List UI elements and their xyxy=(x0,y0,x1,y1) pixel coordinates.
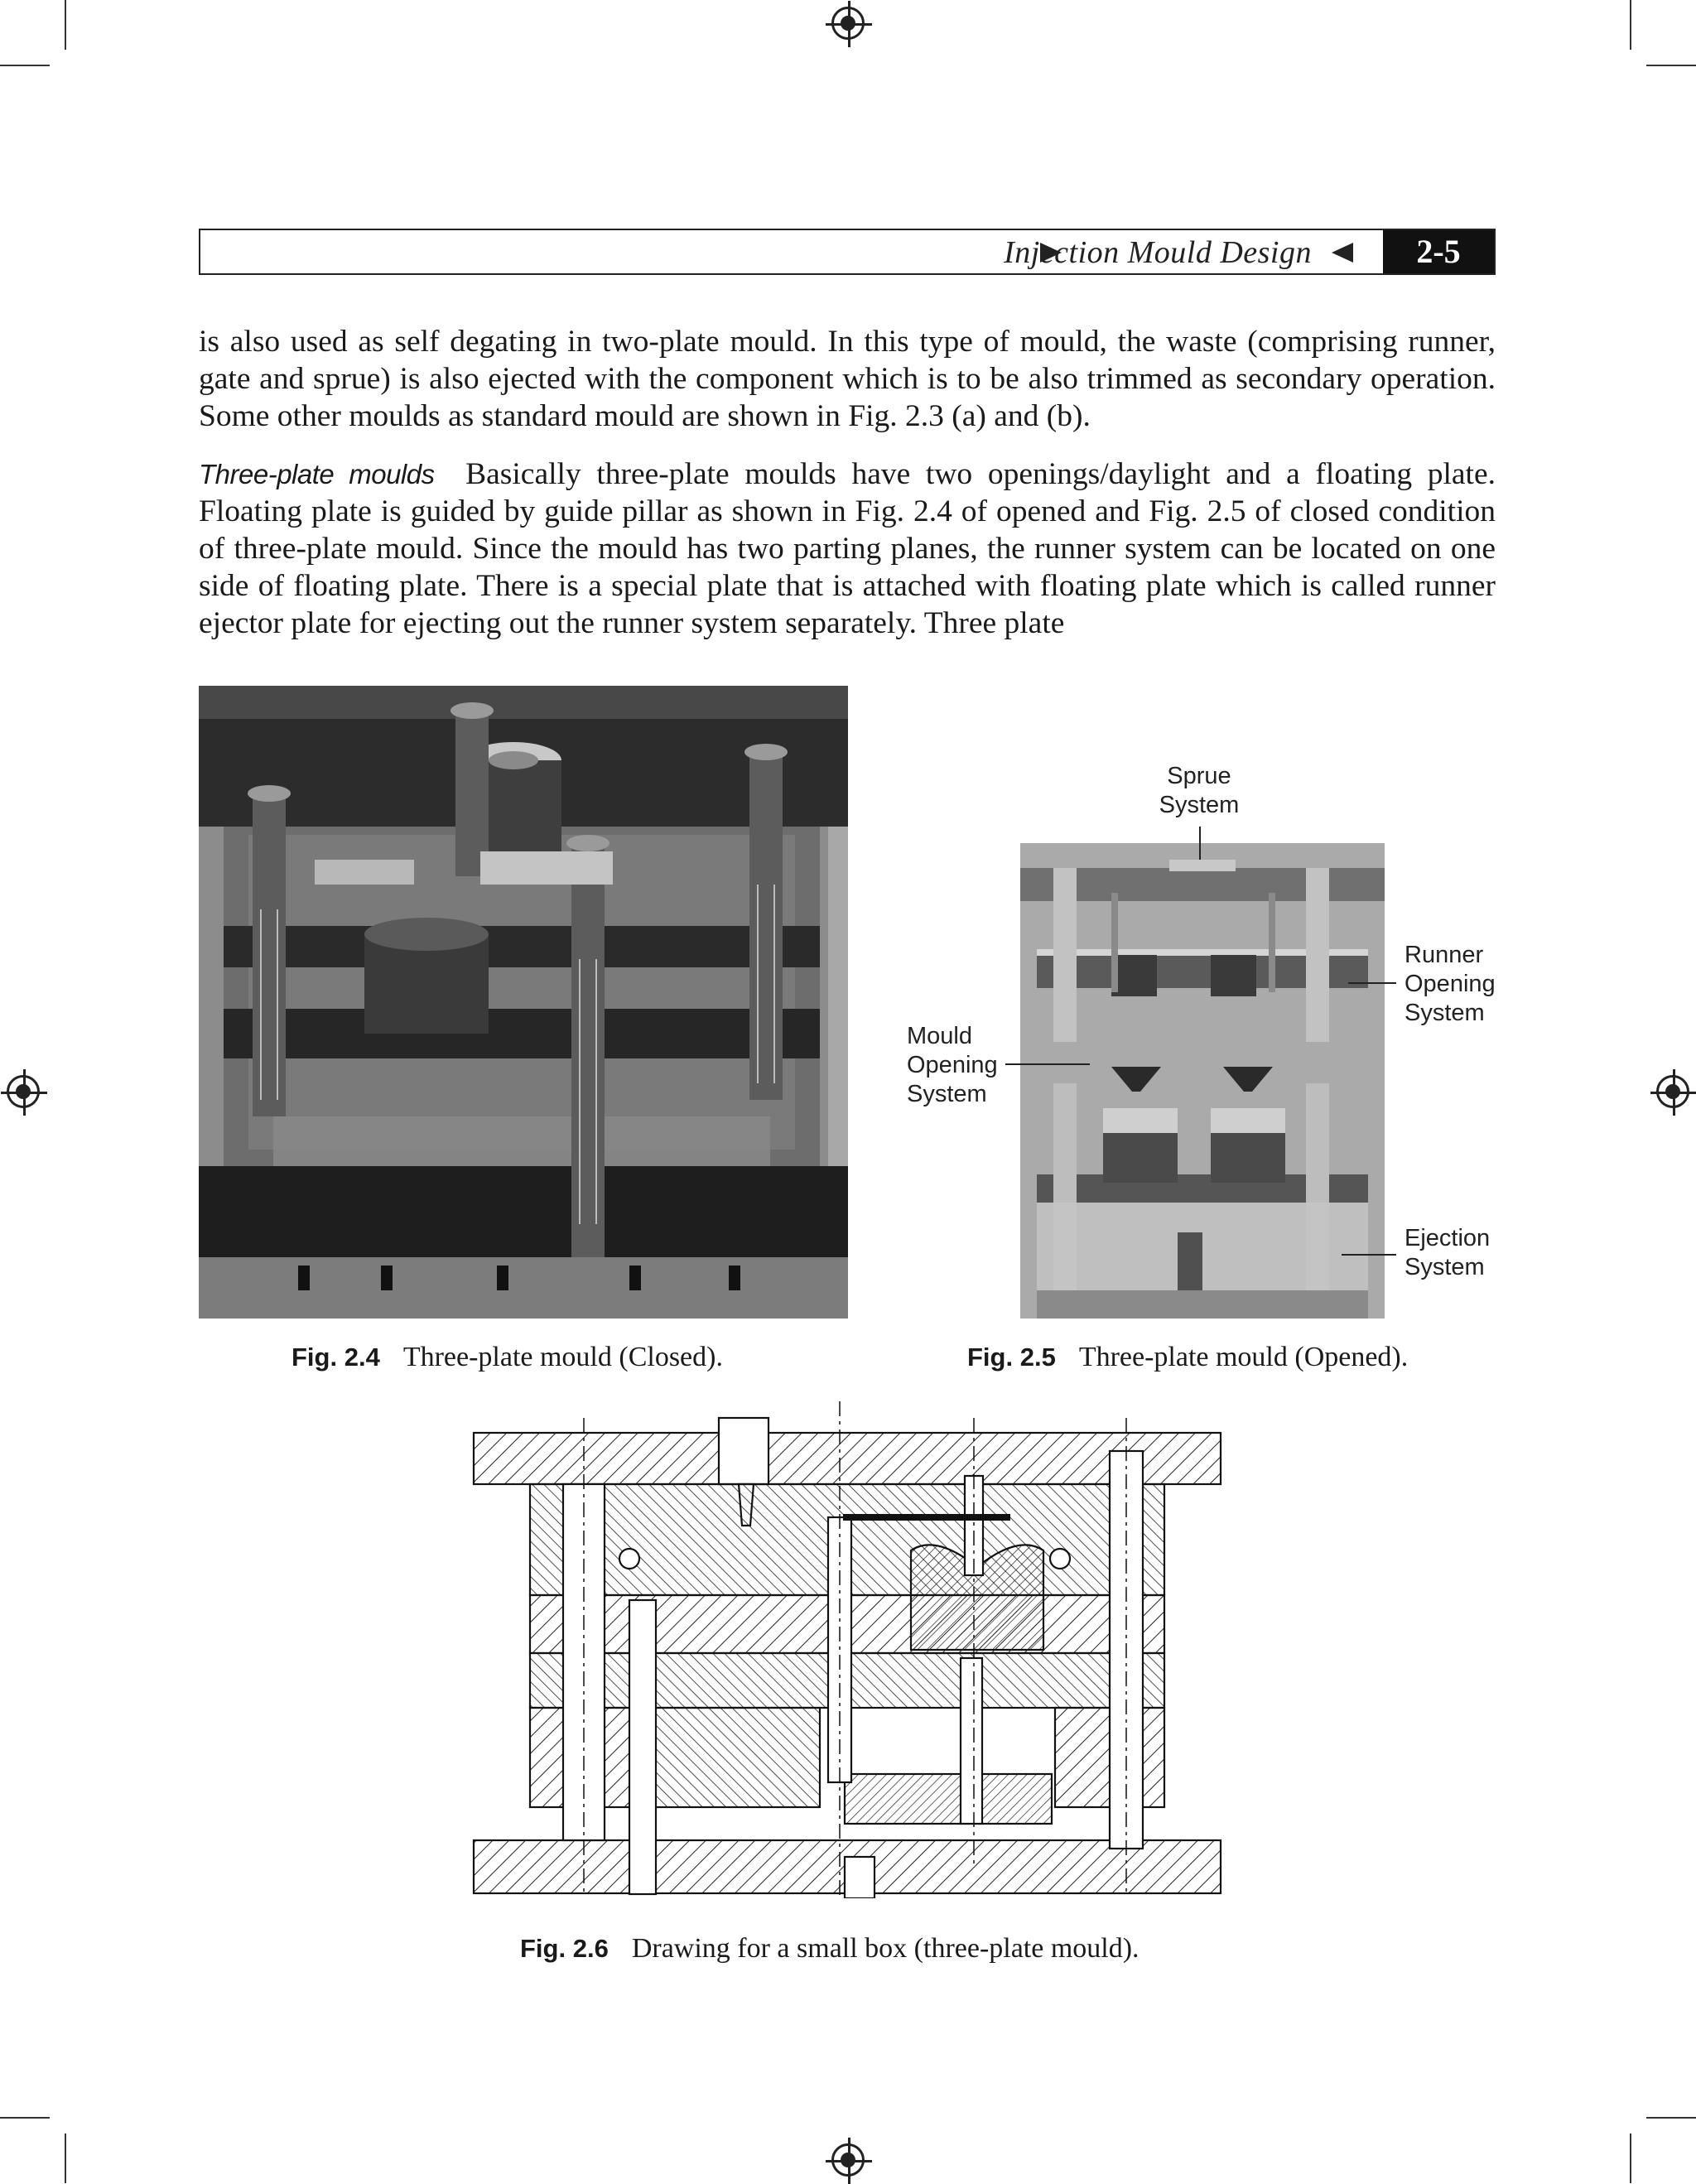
paragraph-2-text: Basically three-plate moulds have two openings/daylight and a floating plate. Floating plate is guided by guide pillar as shown in Fig. 2.4 of opened and Fig. 2.5 of closed condition of three-plate mould. Since the mould has two parting planes, the runner system can be located on one side of floating plate. There is a special plate that is attached with floating plate which is called runner ejector plate for ejecting out the runner system separately. Three plate xyxy=(199,457,1496,640)
registration-mark-icon xyxy=(831,2143,865,2177)
label-line: Ejection xyxy=(1404,1225,1491,1251)
figure-2-6-caption-text: Drawing for a small box (three-plate mould). xyxy=(631,1933,1140,1964)
figure-2-6-caption xyxy=(520,1933,1140,1965)
figure-2-5-caption-text: Three-plate mould (Opened). xyxy=(1078,1342,1409,1372)
crop-mark xyxy=(1646,65,1696,66)
ejection-leader xyxy=(1342,1254,1396,1256)
ejection-system-label xyxy=(1404,1224,1490,1282)
label-line: System xyxy=(1159,792,1240,818)
paragraph-2-lead: Three-plate moulds xyxy=(199,459,435,489)
registration-mark-icon xyxy=(831,7,865,40)
runner-opening-system-label xyxy=(1404,941,1496,1028)
label-line: Runner xyxy=(1404,942,1484,968)
runner-leader xyxy=(1348,982,1396,984)
crop-mark xyxy=(0,2117,50,2119)
label-line: System xyxy=(907,1081,987,1107)
figure-2-5-caption xyxy=(967,1342,1408,1373)
crop-mark xyxy=(1646,2117,1696,2119)
label-line: Opening xyxy=(1404,971,1496,997)
label-line: System xyxy=(1404,1000,1485,1026)
mould-opening-system-label xyxy=(907,1022,998,1109)
registration-mark-icon xyxy=(7,1075,40,1108)
paragraph-2 xyxy=(199,456,1496,642)
figure-2-4-image xyxy=(199,686,848,1319)
label-line: Opening xyxy=(907,1052,998,1078)
mould-leader xyxy=(1005,1063,1090,1065)
figure-2-6-number: Fig. 2.6 xyxy=(520,1934,609,1963)
crop-mark xyxy=(0,65,50,66)
figure-2-4-number: Fig. 2.4 xyxy=(292,1343,380,1372)
registration-mark-icon xyxy=(1656,1075,1689,1108)
triangle-left-icon xyxy=(1332,243,1353,263)
sprue-system-label xyxy=(1156,762,1242,820)
paragraph-1 xyxy=(199,323,1496,435)
crop-mark xyxy=(65,2133,66,2183)
running-head-title: Injection Mould Design xyxy=(1004,235,1312,270)
sprue-leader xyxy=(1199,827,1201,860)
label-line: Sprue xyxy=(1167,763,1231,789)
label-line: Mould xyxy=(907,1023,972,1049)
label-line: System xyxy=(1404,1254,1485,1280)
figure-2-4-caption-text: Three-plate mould (Closed). xyxy=(402,1342,723,1372)
crop-mark xyxy=(1630,2133,1631,2183)
crop-mark xyxy=(1630,0,1631,50)
page-number: 2-5 xyxy=(1383,230,1494,273)
figure-2-6-drawing xyxy=(472,1401,1222,1898)
running-head xyxy=(199,229,1496,275)
crop-mark xyxy=(65,0,66,50)
figure-2-5-image xyxy=(1020,843,1385,1319)
paragraph-1-text: is also used as self degating in two-plate mould. In this type of mould, the waste (comprising runner, gate and sprue) is also ejected with the component which is to be also trimmed as secondary operation. Some other moulds as standard mould are shown in Fig. 2.3 (a) and (b). xyxy=(199,325,1496,433)
figure-2-4-caption xyxy=(292,1342,723,1373)
figure-2-5-number: Fig. 2.5 xyxy=(967,1343,1056,1372)
